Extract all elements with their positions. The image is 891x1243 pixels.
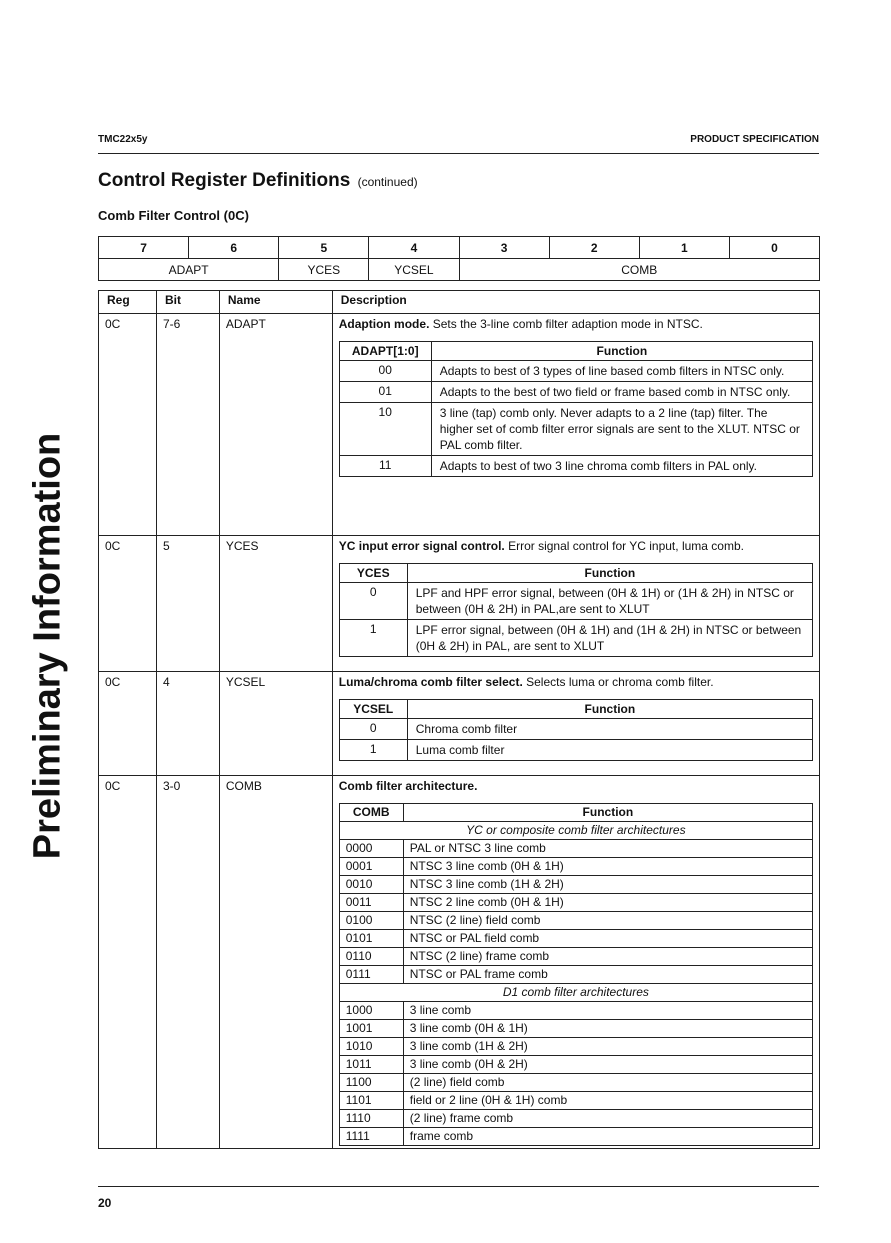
description-lead	[339, 675, 813, 689]
header-doc-type: PRODUCT SPECIFICATION	[690, 134, 819, 145]
table-row	[339, 620, 812, 657]
code-cell: 1001	[339, 1020, 403, 1038]
code-cell: 1011	[339, 1056, 403, 1074]
title-text: Control Register Definitions	[98, 170, 351, 191]
table-row	[339, 966, 812, 984]
code-cell: 0110	[339, 948, 403, 966]
name-cell: YCSEL	[219, 672, 332, 776]
function-cell: NTSC 3 line comb (0H & 1H)	[403, 858, 812, 876]
code-cell: 01	[339, 382, 431, 403]
function-cell: Adapts to the best of two field or frame based comb in NTSC only.	[431, 382, 812, 403]
sub-header-function: Function	[407, 564, 812, 583]
sub-header-code: ADAPT[1:0]	[339, 342, 431, 361]
table-row	[339, 456, 812, 477]
function-cell: (2 line) frame comb	[403, 1110, 812, 1128]
bit-5: 5	[279, 237, 369, 259]
code-cell: 1000	[339, 1002, 403, 1020]
code-cell: 1010	[339, 1038, 403, 1056]
section-caption: YC or composite comb filter architectures	[339, 822, 812, 840]
bit-3: 3	[459, 237, 549, 259]
bit-cell: 7-6	[156, 314, 219, 536]
description-lead-text: Sets the 3-line comb filter adaption mode in NTSC.	[429, 317, 703, 331]
function-cell: Adapts to best of two 3 line chroma comb filters in PAL only.	[431, 456, 812, 477]
table-row	[339, 1038, 812, 1056]
description-cell	[332, 314, 819, 536]
function-cell: Luma comb filter	[407, 740, 812, 761]
description-lead-text: Error signal control for YC input, luma comb.	[504, 539, 744, 553]
register-row-yces	[99, 536, 820, 672]
description-lead-bold: Comb filter architecture.	[338, 779, 478, 793]
code-cell: 1111	[339, 1128, 403, 1146]
reg-cell: 0C	[99, 536, 157, 672]
function-cell: NTSC 3 line comb (1H & 2H)	[403, 876, 812, 894]
function-cell: PAL or NTSC 3 line comb	[403, 840, 812, 858]
function-cell: 3 line comb (1H & 2H)	[403, 1038, 812, 1056]
name-cell: ADAPT	[219, 314, 332, 536]
function-cell: 3 line comb (0H & 1H)	[403, 1020, 812, 1038]
sub-header-function: Function	[407, 700, 812, 719]
code-cell: 0	[339, 583, 407, 620]
table-row	[339, 858, 812, 876]
table-row	[339, 740, 812, 761]
col-name-header: Name	[219, 291, 332, 314]
table-row	[339, 361, 812, 382]
register-table-header	[99, 291, 820, 314]
reg-cell: 0C	[99, 314, 157, 536]
description-lead	[339, 317, 813, 331]
function-cell: 3 line (tap) comb only. Never adapts to a 2 line (tap) filter. The higher set of comb filter error signals are sent to the XLUT. NTSC or PAL comb filter.	[431, 403, 812, 456]
register-row-adapt	[99, 314, 820, 536]
sub-header-code: YCSEL	[339, 700, 407, 719]
title-suffix: (continued)	[357, 175, 418, 189]
code-cell: 0000	[339, 840, 403, 858]
register-row-comb	[99, 776, 820, 1149]
sidebar-text: Preliminary Information	[26, 432, 69, 860]
bit-6: 6	[189, 237, 279, 259]
code-cell: 1	[339, 620, 407, 657]
table-row	[339, 583, 812, 620]
table-row	[339, 948, 812, 966]
table-row	[339, 894, 812, 912]
code-cell: 1101	[339, 1092, 403, 1110]
field-ycsel: YCSEL	[369, 259, 459, 281]
table-row	[339, 1092, 812, 1110]
code-cell: 1110	[339, 1110, 403, 1128]
code-cell: 0	[339, 719, 407, 740]
code-cell: 00	[339, 361, 431, 382]
bit-cell: 4	[156, 672, 219, 776]
code-cell: 11	[339, 456, 431, 477]
col-reg-header: Reg	[99, 291, 157, 314]
code-cell: 0111	[339, 966, 403, 984]
adapt-function-table	[339, 341, 813, 477]
footer-rule	[98, 1186, 819, 1187]
code-cell: 10	[339, 403, 431, 456]
function-cell: LPF error signal, between (0H & 1H) and (1H & 2H) in NTSC or between (0H & 2H) in PAL, are sent to XLUT	[407, 620, 812, 657]
table-row	[339, 840, 812, 858]
register-table	[98, 290, 820, 1149]
table-row	[339, 403, 812, 456]
description-lead-bold: YC input error signal control.	[338, 539, 505, 553]
page-title	[98, 170, 418, 192]
field-comb: COMB	[459, 259, 820, 281]
section-title: Comb Filter Control (0C)	[98, 208, 249, 223]
function-cell: 3 line comb	[403, 1002, 812, 1020]
header-doc-id: TMC22x5y	[98, 134, 148, 145]
function-cell: NTSC or PAL field comb	[403, 930, 812, 948]
function-cell: 3 line comb (0H & 2H)	[403, 1056, 812, 1074]
function-cell: LPF and HPF error signal, between (0H & 1H) or (1H & 2H) in NTSC or between (0H & 2H) in PAL,are sent to XLUT	[407, 583, 812, 620]
code-cell: 0001	[339, 858, 403, 876]
sub-header-code: COMB	[339, 804, 403, 822]
code-cell: 0100	[339, 912, 403, 930]
function-cell: NTSC or PAL frame comb	[403, 966, 812, 984]
bit-number-row	[99, 237, 820, 259]
comb-function-table	[339, 803, 813, 1146]
function-cell: NTSC 2 line comb (0H & 1H)	[403, 894, 812, 912]
table-row	[339, 1002, 812, 1020]
function-cell: (2 line) field comb	[403, 1074, 812, 1092]
code-cell: 1100	[339, 1074, 403, 1092]
table-row	[339, 719, 812, 740]
description-cell	[332, 672, 819, 776]
function-cell: NTSC (2 line) field comb	[403, 912, 812, 930]
sub-header-function: Function	[431, 342, 812, 361]
description-lead	[339, 539, 813, 553]
table-row	[339, 1056, 812, 1074]
description-lead-text: Selects luma or chroma comb filter.	[522, 675, 714, 689]
bit-4: 4	[369, 237, 459, 259]
description-cell	[332, 776, 819, 1149]
code-cell: 1	[339, 740, 407, 761]
register-row-ycsel	[99, 672, 820, 776]
name-cell: COMB	[219, 776, 332, 1149]
function-cell: frame comb	[403, 1128, 812, 1146]
table-row	[339, 876, 812, 894]
bit-0: 0	[729, 237, 819, 259]
table-row	[339, 1020, 812, 1038]
bit-cell: 3-0	[156, 776, 219, 1149]
page-number: 20	[98, 1196, 112, 1210]
section-caption: D1 comb filter architectures	[339, 984, 812, 1002]
function-cell: Chroma comb filter	[407, 719, 812, 740]
table-row	[339, 1110, 812, 1128]
col-bit-header: Bit	[156, 291, 219, 314]
code-cell: 0011	[339, 894, 403, 912]
table-row	[339, 930, 812, 948]
sidebar-watermark	[22, 426, 74, 866]
bit-1: 1	[639, 237, 729, 259]
sub-header-function: Function	[403, 804, 812, 822]
ycsel-function-table	[339, 699, 813, 761]
bit-field-row	[99, 259, 820, 281]
field-adapt: ADAPT	[99, 259, 279, 281]
code-cell: 0101	[339, 930, 403, 948]
table-row	[339, 912, 812, 930]
function-cell: field or 2 line (0H & 1H) comb	[403, 1092, 812, 1110]
bit-2: 2	[549, 237, 639, 259]
table-row	[339, 1128, 812, 1146]
sub-header-code: YCES	[339, 564, 407, 583]
code-cell: 0010	[339, 876, 403, 894]
bit-cell: 5	[156, 536, 219, 672]
name-cell: YCES	[219, 536, 332, 672]
description-cell	[332, 536, 819, 672]
description-lead	[339, 779, 813, 793]
table-row	[339, 1074, 812, 1092]
reg-cell: 0C	[99, 776, 157, 1149]
function-cell: Adapts to best of 3 types of line based comb filters in NTSC only.	[431, 361, 812, 382]
bit-layout-table	[98, 236, 820, 281]
field-yces: YCES	[279, 259, 369, 281]
description-lead-bold: Adaption mode.	[338, 317, 430, 331]
reg-cell: 0C	[99, 672, 157, 776]
table-row	[339, 382, 812, 403]
description-lead-bold: Luma/chroma comb filter select.	[338, 675, 523, 689]
col-description-header: Description	[332, 291, 819, 314]
yces-function-table	[339, 563, 813, 657]
header-rule	[98, 153, 819, 154]
bit-7: 7	[99, 237, 189, 259]
function-cell: NTSC (2 line) frame comb	[403, 948, 812, 966]
